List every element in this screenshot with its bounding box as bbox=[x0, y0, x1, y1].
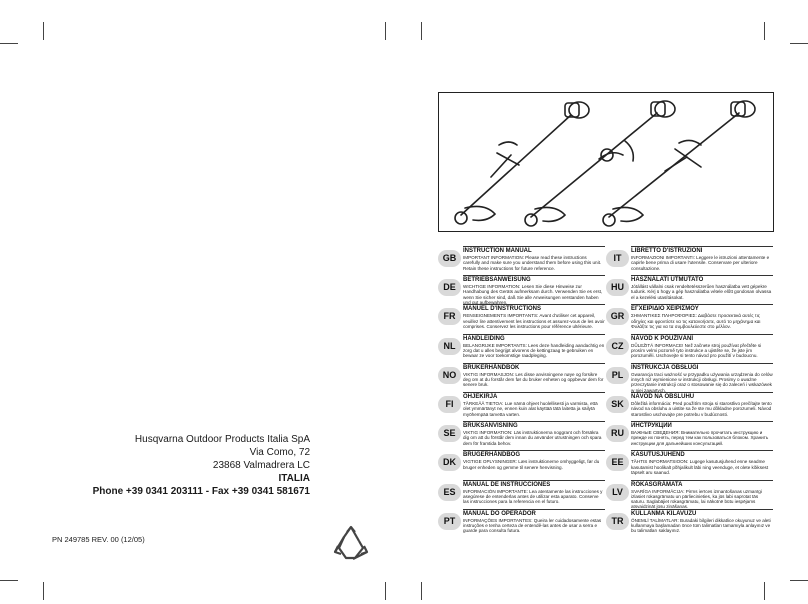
crop-mark bbox=[790, 580, 808, 581]
language-text bbox=[631, 509, 773, 536]
language-entry bbox=[606, 392, 786, 418]
manual-notice: ÖNEMLİ TALİMATLAR: Buradaki bilgileri dikkatlice okuyunuz ve aleti kullanmaya başlamadan önce tüm talimatları tamamıyla anlayınız ve bu talimatları saklayınız. bbox=[631, 517, 771, 534]
manual-notice: IMPORTANT INFORMATION: Please read these instructions carefully and make sure you understand them before using this unit. Retain these instructions for future reference. bbox=[463, 255, 602, 271]
language-code-badge: NL bbox=[438, 338, 461, 355]
manual-title: BRUGERHÅNDBOG bbox=[463, 450, 605, 459]
language-code-badge: IT bbox=[606, 250, 629, 267]
manual-title: NÁVOD NA OBSLUHU bbox=[631, 392, 773, 401]
manual-notice: VIGTIGE OPLYSNINGER: Læs instruktionerne omhyggeligt, før du bruger enheden og gemme til senere henvisning. bbox=[463, 459, 600, 470]
language-entry bbox=[606, 421, 786, 447]
language-code-badge: FR bbox=[438, 308, 461, 325]
crop-mark bbox=[421, 22, 422, 40]
manual-title: ROKASGRĀMATA bbox=[631, 480, 773, 489]
language-entry bbox=[606, 509, 786, 535]
crop-mark bbox=[43, 22, 44, 40]
manual-title: KASUTUSJUHEND bbox=[631, 450, 773, 459]
language-entry bbox=[438, 392, 618, 418]
manual-notice: INFORMAZIONI IMPORTANTI: Leggere le istruzioni attentamente e capirle bene prima di usare l'utensile. Conservare per ulteriore consultazione. bbox=[631, 255, 770, 271]
language-entry bbox=[606, 334, 786, 360]
manual-title: ИНСТРУКЦИИ bbox=[631, 421, 773, 430]
language-entry bbox=[606, 275, 786, 301]
company-city: 23868 Valmadrera LC bbox=[212, 460, 310, 471]
manual-title: NÁVOD K POUŽÍVÁNÍ bbox=[631, 334, 773, 343]
trimmer-illustration bbox=[438, 92, 774, 232]
language-code-badge: LV bbox=[606, 484, 629, 501]
language-code-badge: DE bbox=[438, 279, 461, 296]
manual-title: HASZNÁLATI UTMUTATÓ bbox=[631, 275, 773, 284]
language-text bbox=[463, 304, 605, 331]
crop-mark bbox=[43, 582, 44, 600]
language-entry bbox=[606, 246, 786, 272]
company-street: Via Como, 72 bbox=[249, 447, 310, 458]
language-code-badge: RU bbox=[606, 425, 629, 442]
language-entry bbox=[606, 304, 786, 330]
language-code-badge: CZ bbox=[606, 338, 629, 355]
language-code-badge: GR bbox=[606, 308, 629, 325]
language-entry bbox=[438, 246, 618, 272]
manual-title: BRUKERHÅNDBOK bbox=[463, 363, 605, 372]
language-text bbox=[631, 304, 773, 331]
manual-notice: Jótállást vállalni csak rendeltetésszerűen használatba vett gépekre tudunk. Kérj ü hogy a gép használatba vétele előtt gondosan olvassa el a kezelési utasításokat. bbox=[631, 284, 772, 300]
crop-mark bbox=[0, 43, 18, 44]
manual-title: INSTRUCTION MANUAL bbox=[463, 246, 605, 255]
crop-mark bbox=[385, 22, 386, 40]
manual-notice: RENSEIGNEMENTS IMPORTANTS: Avant d'utiliser cet appareil, veuillez lire attentivement les instructions et assurez-vous de les avoir comprises. Conservez les instructions pour référence ultérieure. bbox=[463, 313, 605, 329]
language-code-badge: SK bbox=[606, 396, 629, 413]
language-entry bbox=[438, 509, 618, 535]
language-text bbox=[463, 275, 605, 306]
language-entry bbox=[438, 304, 618, 330]
company-address bbox=[60, 433, 310, 498]
language-code-badge: PT bbox=[438, 513, 461, 530]
language-code-badge: PL bbox=[606, 367, 629, 384]
language-text bbox=[463, 509, 605, 536]
crop-mark bbox=[0, 580, 18, 581]
manual-title: HANDLEIDING bbox=[463, 334, 605, 343]
manual-notice: Gwarancja traci ważność w przypadku używania urządzenia do celów innych niż wymienione w instrukcji obsługi. Prosimy o uważne przeczytanie instrukcji oraz o stosowanie się do zaleceń i wskazówek w niej zawartych. bbox=[631, 371, 773, 393]
manual-notice: TÄHTIS INFORMATSIOON: Lugege kasutusjuhend enne seadme kasutamist hoolikalt põhjalikult läbi ning veenduge, et olete kõiksest täpselt aru saanud. bbox=[631, 459, 769, 475]
crop-mark bbox=[790, 43, 808, 44]
manual-notice: Dôležitá informácia: Pred použitím stroja si starostlivo prečítajte tento návod na obsluhu a uistite sa že ste mu dôkladne porozumeli. Návod starostlivo uschovajte pre potrebu v budúcnosti. bbox=[631, 400, 772, 417]
language-text bbox=[631, 246, 773, 273]
language-text bbox=[463, 480, 605, 507]
language-text bbox=[463, 392, 605, 419]
manual-title: BRUKSANVISNING bbox=[463, 421, 605, 430]
manual-notice: SVARĪGA INFORMĀCIJA: Pirms ierīces izmantošanas uzmanīgi izlasiet rokasgrāmatu un pārliecinieties, ka jūs labi saprotat tās saturu. Saglabājiet rokasgrāmatu, lai nākotnē būtu iespējams atsvaidzināt jūsu zināšanas. bbox=[631, 488, 762, 510]
manual-title: INSTRUKCJA OBSŁUGI bbox=[631, 363, 773, 372]
language-text bbox=[463, 334, 605, 361]
language-text bbox=[631, 275, 773, 302]
crop-mark bbox=[421, 582, 422, 600]
language-text bbox=[631, 392, 773, 419]
language-code-badge: DK bbox=[438, 454, 461, 471]
language-text bbox=[463, 363, 605, 390]
manual-notice: INFORMAÇÕES IMPORTANTES: Queira ler cuidadosamente estas instruções e tenha certeza de entendê-las antes de usar a serra e guarde para consulta futura. bbox=[463, 517, 602, 534]
manual-title: OHJEKIRJA bbox=[463, 392, 605, 401]
manual-title: MANUAL DO OPERADOR bbox=[463, 509, 605, 518]
language-entry bbox=[606, 480, 786, 510]
recycle-icon bbox=[331, 524, 371, 564]
language-code-badge: GB bbox=[438, 250, 461, 267]
language-code-badge: SE bbox=[438, 425, 461, 442]
manual-notice: VIKTIG INFORMATION: Läs instruktionerna noggrant och försäkra dig om att du förstår dem innan du använder utrustningen och spara dem för framtida behov. bbox=[463, 430, 602, 446]
language-entry bbox=[438, 275, 618, 306]
crop-mark bbox=[764, 582, 765, 600]
language-entry bbox=[438, 480, 618, 506]
language-text bbox=[631, 480, 773, 510]
company-name: Husqvarna Outdoor Products Italia SpA bbox=[134, 434, 310, 445]
manual-notice: VIKTIG INFORMASJON: Les disse anvisningene nøye og forsikre deg om at du forstår dem før du bruker enheten og oppbevar dem for senere bruk. bbox=[463, 371, 604, 388]
language-text bbox=[631, 334, 773, 361]
language-entry bbox=[438, 363, 618, 389]
language-text bbox=[631, 363, 773, 393]
manual-notice: WICHTIGE INFORMATION: Lesen Sie diese Hinweise zur Handhabung des Geräts aufmerksam durch. Verwenden Sie es erst, wenn Sie sicher sind, daß Sie alle Anweisungen verstanden haben und gut aufbewahren. bbox=[463, 284, 603, 306]
manual-notice: TÄRKEÄÄ TIETOA: Lue nämä ohjeet huolellisesti ja varmista, että olet ymmärtänyt ne, ennen kuin alat käyttää tätä laitetta ja säilytä myöhempää tarvetta varten. bbox=[463, 400, 598, 417]
language-code-badge: HU bbox=[606, 279, 629, 296]
language-entry bbox=[606, 450, 786, 476]
language-code-badge: EE bbox=[606, 454, 629, 471]
company-phone-fax: Phone +39 0341 203111 - Fax +39 0341 581671 bbox=[92, 486, 310, 497]
language-entry bbox=[438, 450, 618, 476]
language-text bbox=[463, 246, 605, 273]
manual-title: LIBRETTO D'ISTRUZIONI bbox=[631, 246, 773, 255]
manual-title: ΕΓΧΕΙΡΙΔΙΟ ΧΕΙΡΙΣΜΟΥ bbox=[631, 304, 773, 313]
language-code-badge: ES bbox=[438, 484, 461, 501]
language-entry bbox=[438, 421, 618, 447]
manual-notice: INFORMACIÓN IMPORTANTE: Lea atentamente las instrucciones y asegúrese de entenderlas antes de utilizar esta aparato. Conserve las instrucciones para la referencia en el futuro. bbox=[463, 488, 603, 505]
crop-mark bbox=[385, 582, 386, 600]
manual-notice: ВАЖНЫЕ СВЕДЕНИЯ: Внимательно прочитать инструкцию и прежде их понять, перед тем как пользоваться блоком. Хранить инструкции для дальнейших консультаций. bbox=[631, 430, 769, 446]
language-text bbox=[463, 421, 605, 448]
language-code-badge: FI bbox=[438, 396, 461, 413]
manual-title: KULLANMA KILAVUZU bbox=[631, 509, 773, 518]
language-list-right bbox=[606, 246, 786, 538]
manual-title: MANUEL D'INSTRUCTIONS bbox=[463, 304, 605, 313]
manual-notice: DŮLEŽITÁ INFORMACE! Než začnete stroj používat přečtěte si prosím velmi pozorně tyto instrukce a ujistěte se, že jste jim porozuměli. Uschovejte si tento návod pro použití v budoucnu. bbox=[631, 342, 762, 359]
language-code-badge: TR bbox=[606, 513, 629, 530]
part-number: PN 249785 REV. 00 (12/05) bbox=[52, 535, 145, 544]
manual-title: BETRIEBSANWEISUNG bbox=[463, 275, 605, 284]
manual-title: MANUAL DE INSTRUCCIONES bbox=[463, 480, 605, 489]
language-text bbox=[631, 450, 773, 477]
language-list-left bbox=[438, 246, 618, 538]
company-country: ITALIA bbox=[278, 473, 310, 484]
crop-mark bbox=[764, 22, 765, 40]
language-code-badge: NO bbox=[438, 367, 461, 384]
language-text bbox=[463, 450, 605, 477]
language-text bbox=[631, 421, 773, 448]
manual-notice: BELANGRIJKE IMPORTANTS: Lees deze handleiding aandachtig en zorg dat u alles begrijpt alvorens de kettingzaag te gebruiken en bewaar ze voor toekomstige raadpleging. bbox=[463, 342, 605, 359]
manual-notice: ΣΗΜΑΝΤΙΚΕΣ ΠΛΗΡΟΦΟΡΙΕΣ: Διαβάστε προσεκτικά αυτές τις οδηγίες και φροντίστε να τις κατανοήσετε, αυτό το μηχάνημα και Φυλάξτε τις για να τα συμβουλεύεστε στο μέλλον. bbox=[631, 313, 761, 329]
language-entry bbox=[606, 363, 786, 393]
language-entry bbox=[438, 334, 618, 360]
